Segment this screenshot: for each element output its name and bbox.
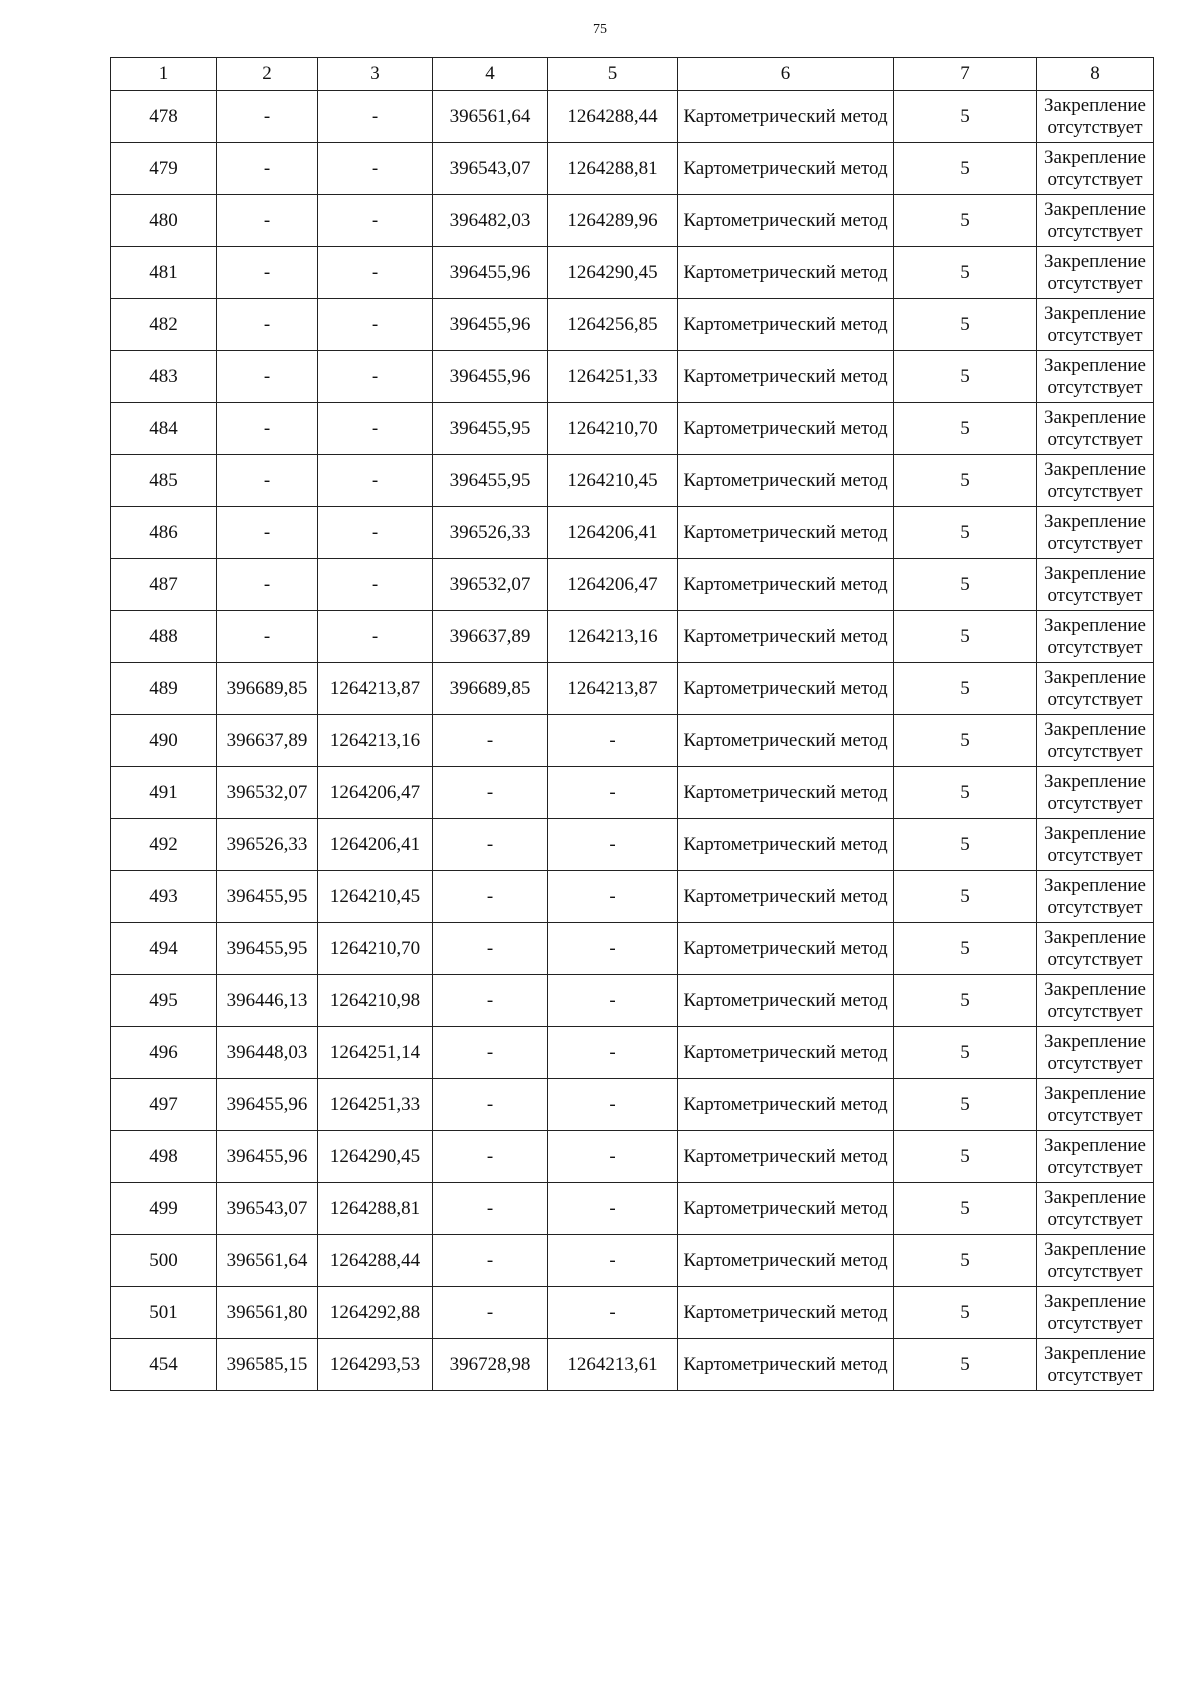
cell-new-y: - <box>548 819 678 871</box>
cell-new-y: - <box>548 1131 678 1183</box>
table-row <box>111 1027 1154 1079</box>
cell-new-y: - <box>548 767 678 819</box>
cell-point-number: 495 <box>111 975 217 1027</box>
cell-new-x: 396455,95 <box>433 455 548 507</box>
cell-method: Картометрический метод <box>678 975 894 1027</box>
cell-old-x: 396689,85 <box>217 663 318 715</box>
cell-new-y: - <box>548 871 678 923</box>
cell-accuracy: 5 <box>894 871 1037 923</box>
cell-method: Картометрический метод <box>678 767 894 819</box>
cell-accuracy: 5 <box>894 1027 1037 1079</box>
table-row <box>111 663 1154 715</box>
cell-fixation: Закрепление отсутствует <box>1037 611 1154 663</box>
cell-new-y: 1264289,96 <box>548 195 678 247</box>
cell-new-x: 396455,96 <box>433 299 548 351</box>
table-row <box>111 1235 1154 1287</box>
cell-fixation: Закрепление отсутствует <box>1037 351 1154 403</box>
cell-method: Картометрический метод <box>678 1183 894 1235</box>
cell-fixation: Закрепление отсутствует <box>1037 715 1154 767</box>
cell-new-x: - <box>433 1079 548 1131</box>
cell-old-y: 1264213,87 <box>318 663 433 715</box>
table-row <box>111 1287 1154 1339</box>
cell-old-y: 1264251,14 <box>318 1027 433 1079</box>
cell-fixation: Закрепление отсутствует <box>1037 975 1154 1027</box>
cell-accuracy: 5 <box>894 507 1037 559</box>
cell-old-y: - <box>318 351 433 403</box>
cell-old-x: 396532,07 <box>217 767 318 819</box>
cell-new-x: 396455,96 <box>433 351 548 403</box>
cell-point-number: 489 <box>111 663 217 715</box>
cell-old-x: - <box>217 455 318 507</box>
cell-accuracy: 5 <box>894 91 1037 143</box>
table-row <box>111 559 1154 611</box>
cell-new-y: 1264213,61 <box>548 1339 678 1391</box>
cell-accuracy: 5 <box>894 767 1037 819</box>
cell-old-y: 1264210,70 <box>318 923 433 975</box>
cell-new-y: - <box>548 715 678 767</box>
cell-new-y: - <box>548 1183 678 1235</box>
cell-fixation: Закрепление отсутствует <box>1037 195 1154 247</box>
cell-old-x: - <box>217 91 318 143</box>
cell-new-y: 1264290,45 <box>548 247 678 299</box>
cell-point-number: 494 <box>111 923 217 975</box>
cell-old-x: - <box>217 143 318 195</box>
cell-point-number: 484 <box>111 403 217 455</box>
table-row <box>111 819 1154 871</box>
cell-method: Картометрический метод <box>678 143 894 195</box>
cell-method: Картометрический метод <box>678 663 894 715</box>
cell-new-y: 1264210,45 <box>548 455 678 507</box>
cell-point-number: 454 <box>111 1339 217 1391</box>
cell-new-y: 1264210,70 <box>548 403 678 455</box>
cell-new-y: 1264206,47 <box>548 559 678 611</box>
cell-new-y: 1264256,85 <box>548 299 678 351</box>
cell-accuracy: 5 <box>894 247 1037 299</box>
cell-method: Картометрический метод <box>678 91 894 143</box>
cell-method: Картометрический метод <box>678 1287 894 1339</box>
cell-old-x: 396561,80 <box>217 1287 318 1339</box>
cell-point-number: 485 <box>111 455 217 507</box>
cell-old-x: 396526,33 <box>217 819 318 871</box>
table-row <box>111 767 1154 819</box>
cell-new-y: 1264288,44 <box>548 91 678 143</box>
table-row <box>111 91 1154 143</box>
cell-old-y: 1264213,16 <box>318 715 433 767</box>
cell-method: Картометрический метод <box>678 195 894 247</box>
cell-point-number: 497 <box>111 1079 217 1131</box>
cell-method: Картометрический метод <box>678 1235 894 1287</box>
cell-fixation: Закрепление отсутствует <box>1037 1287 1154 1339</box>
cell-new-x: - <box>433 1027 548 1079</box>
cell-new-x: - <box>433 819 548 871</box>
table-row <box>111 1079 1154 1131</box>
cell-old-x: 396637,89 <box>217 715 318 767</box>
cell-point-number: 483 <box>111 351 217 403</box>
cell-method: Картометрический метод <box>678 299 894 351</box>
cell-fixation: Закрепление отсутствует <box>1037 507 1154 559</box>
cell-new-y: 1264288,81 <box>548 143 678 195</box>
cell-fixation: Закрепление отсутствует <box>1037 559 1154 611</box>
cell-point-number: 501 <box>111 1287 217 1339</box>
column-header-3: 3 <box>318 58 433 91</box>
cell-accuracy: 5 <box>894 299 1037 351</box>
cell-accuracy: 5 <box>894 1235 1037 1287</box>
page-number: 75 <box>593 22 607 37</box>
column-header-8: 8 <box>1037 58 1154 91</box>
table-row <box>111 247 1154 299</box>
cell-new-y: 1264213,87 <box>548 663 678 715</box>
cell-new-x: 396455,96 <box>433 247 548 299</box>
cell-new-y: - <box>548 1027 678 1079</box>
cell-new-x: - <box>433 1183 548 1235</box>
cell-old-x: 396448,03 <box>217 1027 318 1079</box>
cell-accuracy: 5 <box>894 455 1037 507</box>
cell-method: Картометрический метод <box>678 819 894 871</box>
cell-fixation: Закрепление отсутствует <box>1037 871 1154 923</box>
cell-new-y: - <box>548 1235 678 1287</box>
cell-old-y: 1264288,81 <box>318 1183 433 1235</box>
cell-new-x: 396526,33 <box>433 507 548 559</box>
cell-old-x: - <box>217 559 318 611</box>
cell-old-y: 1264210,98 <box>318 975 433 1027</box>
cell-point-number: 478 <box>111 91 217 143</box>
cell-new-y: 1264206,41 <box>548 507 678 559</box>
cell-old-y: 1264292,88 <box>318 1287 433 1339</box>
cell-method: Картометрический метод <box>678 715 894 767</box>
cell-method: Картометрический метод <box>678 1339 894 1391</box>
cell-new-y: 1264213,16 <box>548 611 678 663</box>
cell-accuracy: 5 <box>894 663 1037 715</box>
cell-accuracy: 5 <box>894 1183 1037 1235</box>
cell-accuracy: 5 <box>894 195 1037 247</box>
cell-new-y: - <box>548 1287 678 1339</box>
table-row <box>111 195 1154 247</box>
cell-fixation: Закрепление отсутствует <box>1037 299 1154 351</box>
cell-point-number: 486 <box>111 507 217 559</box>
cell-new-y: - <box>548 1079 678 1131</box>
cell-accuracy: 5 <box>894 975 1037 1027</box>
cell-old-x: 396455,96 <box>217 1079 318 1131</box>
cell-method: Картометрический метод <box>678 559 894 611</box>
cell-old-x: 396543,07 <box>217 1183 318 1235</box>
cell-old-y: - <box>318 403 433 455</box>
cell-point-number: 488 <box>111 611 217 663</box>
cell-old-x: 396446,13 <box>217 975 318 1027</box>
cell-method: Картометрический метод <box>678 247 894 299</box>
column-header-2: 2 <box>217 58 318 91</box>
cell-old-y: - <box>318 91 433 143</box>
cell-accuracy: 5 <box>894 1339 1037 1391</box>
cell-accuracy: 5 <box>894 351 1037 403</box>
cell-old-y: - <box>318 559 433 611</box>
cell-old-y: - <box>318 195 433 247</box>
cell-fixation: Закрепление отсутствует <box>1037 143 1154 195</box>
cell-method: Картометрический метод <box>678 1079 894 1131</box>
cell-old-y: - <box>318 507 433 559</box>
cell-method: Картометрический метод <box>678 455 894 507</box>
cell-old-x: - <box>217 195 318 247</box>
header-row <box>111 58 1154 91</box>
cell-method: Картометрический метод <box>678 923 894 975</box>
cell-method: Картометрический метод <box>678 1027 894 1079</box>
cell-new-x: 396532,07 <box>433 559 548 611</box>
cell-old-x: 396455,95 <box>217 871 318 923</box>
cell-method: Картометрический метод <box>678 507 894 559</box>
cell-accuracy: 5 <box>894 1287 1037 1339</box>
table-row <box>111 403 1154 455</box>
table-row <box>111 299 1154 351</box>
cell-old-y: 1264206,41 <box>318 819 433 871</box>
cell-point-number: 481 <box>111 247 217 299</box>
cell-old-x: - <box>217 299 318 351</box>
cell-old-x: 396561,64 <box>217 1235 318 1287</box>
cell-old-y: - <box>318 247 433 299</box>
cell-point-number: 498 <box>111 1131 217 1183</box>
table-row <box>111 455 1154 507</box>
cell-fixation: Закрепление отсутствует <box>1037 1079 1154 1131</box>
cell-old-y: - <box>318 455 433 507</box>
cell-old-x: - <box>217 611 318 663</box>
cell-accuracy: 5 <box>894 611 1037 663</box>
cell-fixation: Закрепление отсутствует <box>1037 1183 1154 1235</box>
table-row <box>111 923 1154 975</box>
cell-new-x: 396689,85 <box>433 663 548 715</box>
cell-point-number: 493 <box>111 871 217 923</box>
table-row <box>111 1183 1154 1235</box>
cell-new-x: 396728,98 <box>433 1339 548 1391</box>
cell-new-x: 396482,03 <box>433 195 548 247</box>
table-row <box>111 611 1154 663</box>
cell-new-x: - <box>433 1131 548 1183</box>
cell-fixation: Закрепление отсутствует <box>1037 1339 1154 1391</box>
cell-fixation: Закрепление отсутствует <box>1037 1027 1154 1079</box>
cell-new-x: - <box>433 871 548 923</box>
table-row <box>111 1339 1154 1391</box>
cell-old-y: 1264288,44 <box>318 1235 433 1287</box>
cell-new-x: - <box>433 767 548 819</box>
cell-old-x: - <box>217 403 318 455</box>
cell-new-y: - <box>548 923 678 975</box>
cell-new-x: 396637,89 <box>433 611 548 663</box>
cell-point-number: 492 <box>111 819 217 871</box>
cell-fixation: Закрепление отсутствует <box>1037 247 1154 299</box>
cell-point-number: 487 <box>111 559 217 611</box>
cell-old-y: 1264290,45 <box>318 1131 433 1183</box>
cell-new-x: - <box>433 923 548 975</box>
cell-old-y: 1264210,45 <box>318 871 433 923</box>
cell-new-x: 396455,95 <box>433 403 548 455</box>
cell-point-number: 491 <box>111 767 217 819</box>
table-row <box>111 1131 1154 1183</box>
cell-old-x: 396455,95 <box>217 923 318 975</box>
cell-method: Картометрический метод <box>678 351 894 403</box>
cell-fixation: Закрепление отсутствует <box>1037 923 1154 975</box>
cell-accuracy: 5 <box>894 819 1037 871</box>
table-row <box>111 715 1154 767</box>
table-row <box>111 975 1154 1027</box>
cell-accuracy: 5 <box>894 143 1037 195</box>
cell-accuracy: 5 <box>894 1131 1037 1183</box>
cell-new-x: - <box>433 715 548 767</box>
cell-old-x: - <box>217 247 318 299</box>
table-header <box>111 58 1154 91</box>
cell-accuracy: 5 <box>894 715 1037 767</box>
cell-point-number: 500 <box>111 1235 217 1287</box>
cell-accuracy: 5 <box>894 403 1037 455</box>
cell-point-number: 499 <box>111 1183 217 1235</box>
cell-old-x: 396455,96 <box>217 1131 318 1183</box>
cell-fixation: Закрепление отсутствует <box>1037 819 1154 871</box>
cell-old-y: - <box>318 611 433 663</box>
column-header-1: 1 <box>111 58 217 91</box>
cell-method: Картометрический метод <box>678 871 894 923</box>
cell-fixation: Закрепление отсутствует <box>1037 767 1154 819</box>
cell-method: Картометрический метод <box>678 1131 894 1183</box>
table-row <box>111 351 1154 403</box>
cell-old-y: 1264293,53 <box>318 1339 433 1391</box>
cell-new-x: 396543,07 <box>433 143 548 195</box>
cell-old-x: - <box>217 351 318 403</box>
table-row <box>111 143 1154 195</box>
column-header-4: 4 <box>433 58 548 91</box>
cell-old-y: - <box>318 299 433 351</box>
cell-accuracy: 5 <box>894 923 1037 975</box>
cell-method: Картометрический метод <box>678 611 894 663</box>
table-row <box>111 507 1154 559</box>
cell-point-number: 490 <box>111 715 217 767</box>
cell-old-y: 1264251,33 <box>318 1079 433 1131</box>
table-row <box>111 871 1154 923</box>
cell-accuracy: 5 <box>894 1079 1037 1131</box>
column-header-6: 6 <box>678 58 894 91</box>
cell-new-y: - <box>548 975 678 1027</box>
cell-fixation: Закрепление отсутствует <box>1037 403 1154 455</box>
cell-accuracy: 5 <box>894 559 1037 611</box>
column-header-7: 7 <box>894 58 1037 91</box>
cell-fixation: Закрепление отсутствует <box>1037 1235 1154 1287</box>
cell-fixation: Закрепление отсутствует <box>1037 455 1154 507</box>
table-body <box>111 91 1154 1391</box>
cell-point-number: 482 <box>111 299 217 351</box>
cell-fixation: Закрепление отсутствует <box>1037 663 1154 715</box>
cell-old-x: - <box>217 507 318 559</box>
column-header-5: 5 <box>548 58 678 91</box>
coordinates-table <box>110 57 1154 1391</box>
cell-old-x: 396585,15 <box>217 1339 318 1391</box>
cell-point-number: 480 <box>111 195 217 247</box>
cell-new-x: - <box>433 1235 548 1287</box>
cell-new-x: - <box>433 1287 548 1339</box>
cell-old-y: - <box>318 143 433 195</box>
cell-fixation: Закрепление отсутствует <box>1037 1131 1154 1183</box>
cell-new-x: - <box>433 975 548 1027</box>
cell-method: Картометрический метод <box>678 403 894 455</box>
cell-point-number: 496 <box>111 1027 217 1079</box>
cell-old-y: 1264206,47 <box>318 767 433 819</box>
cell-new-y: 1264251,33 <box>548 351 678 403</box>
cell-new-x: 396561,64 <box>433 91 548 143</box>
cell-fixation: Закрепление отсутствует <box>1037 91 1154 143</box>
cell-point-number: 479 <box>111 143 217 195</box>
